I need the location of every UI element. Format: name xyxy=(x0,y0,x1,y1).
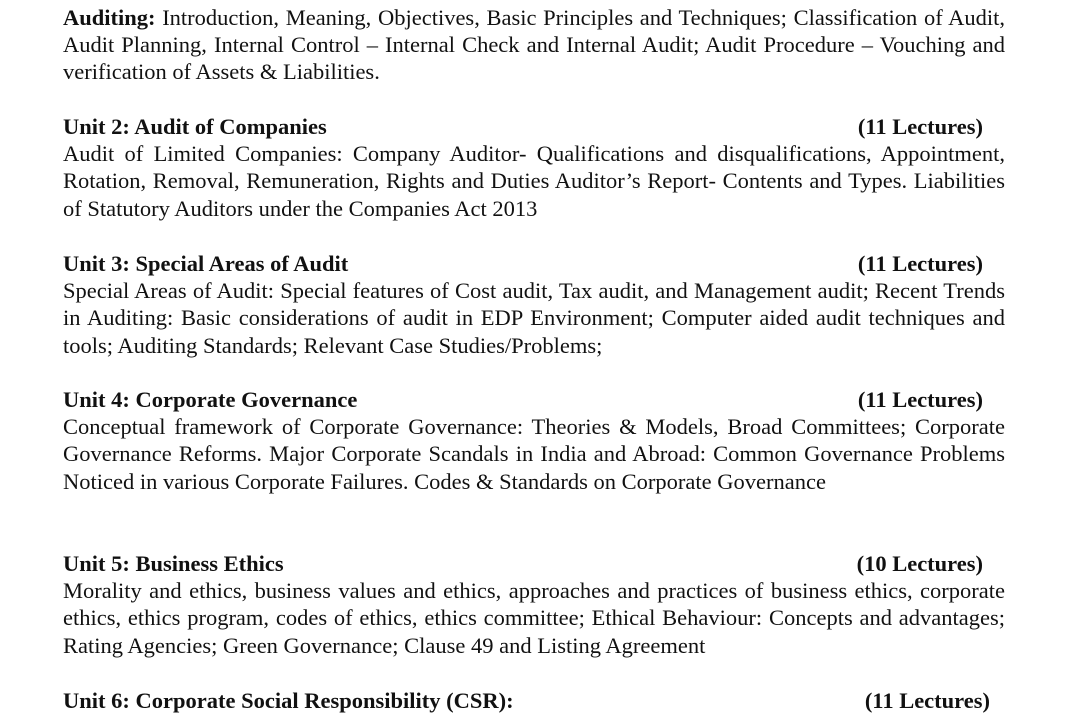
unit-4-heading xyxy=(63,386,1005,413)
intro-lead: Auditing: xyxy=(63,5,156,30)
unit-3-heading xyxy=(63,250,1005,277)
unit-2-body: Audit of Limited Companies: Company Auditor- Qualifications and disqualifications, Appointment, Rotation, Removal, Remuneration, Rights and Duties Auditor’s Report- Contents and Types. Liabilities of Statutory Auditors under the Companies Act 2013 xyxy=(63,141,1005,221)
unit-3-title: Unit 3: Special Areas of Audit xyxy=(63,251,349,276)
unit-4-section xyxy=(63,386,1005,495)
unit-2-title: Unit 2: Audit of Companies xyxy=(63,114,327,139)
intro-paragraph xyxy=(63,4,1005,86)
unit-5-lectures: (10 Lectures) xyxy=(856,551,983,576)
unit-2-section xyxy=(63,113,1005,222)
unit-3-section xyxy=(63,250,1005,359)
unit-6-lectures: (11 Lectures) xyxy=(864,688,990,713)
unit-4-lectures: (11 Lectures) xyxy=(857,387,983,412)
unit-2-lectures: (11 Lectures) xyxy=(857,114,983,139)
unit-5-title: Unit 5: Business Ethics xyxy=(63,551,284,576)
intro-text: Introduction, Meaning, Objectives, Basic Principles and Techniques; Classification of Audit, Audit Planning, Internal Control – Internal Check and Internal Audit; Audit Procedure – Vouching and verification of Assets & Liabilities. xyxy=(63,5,1005,85)
unit-4-body: Conceptual framework of Corporate Governance: Theories & Models, Broad Committees; Corporate Governance Reforms. Major Corporate Scandals in India and Abroad: Common Governance Problems Noticed in various Corporate Failures. Codes & Standards on Corporate Governance xyxy=(63,414,1005,494)
unit-5-section xyxy=(63,550,1005,659)
unit-4-title: Unit 4: Corporate Governance xyxy=(63,387,358,412)
unit-6-heading xyxy=(63,687,1005,714)
unit-5-body: Morality and ethics, business values and ethics, approaches and practices of business ethics, corporate ethics, ethics program, codes of ethics, ethics committee; Ethical Behaviour: Concepts and advantages; Rating Agencies; Green Governance; Clause 49 and Listing Agreement xyxy=(63,578,1005,658)
intro-section xyxy=(63,4,1005,86)
unit-3-lectures: (11 Lectures) xyxy=(857,251,983,276)
unit-6-title: Unit 6: Corporate Social Responsibility (CSR): xyxy=(63,688,514,713)
unit-5-heading xyxy=(63,550,1005,577)
unit-6-section xyxy=(63,687,1005,714)
unit-3-body: Special Areas of Audit: Special features of Cost audit, Tax audit, and Management audit; Recent Trends in Auditing: Basic considerations of audit in EDP Environment; Computer aided audit techniques and tools; Auditing Standards; Relevant Case Studies/Problems; xyxy=(63,278,1005,358)
unit-2-heading xyxy=(63,113,1005,140)
